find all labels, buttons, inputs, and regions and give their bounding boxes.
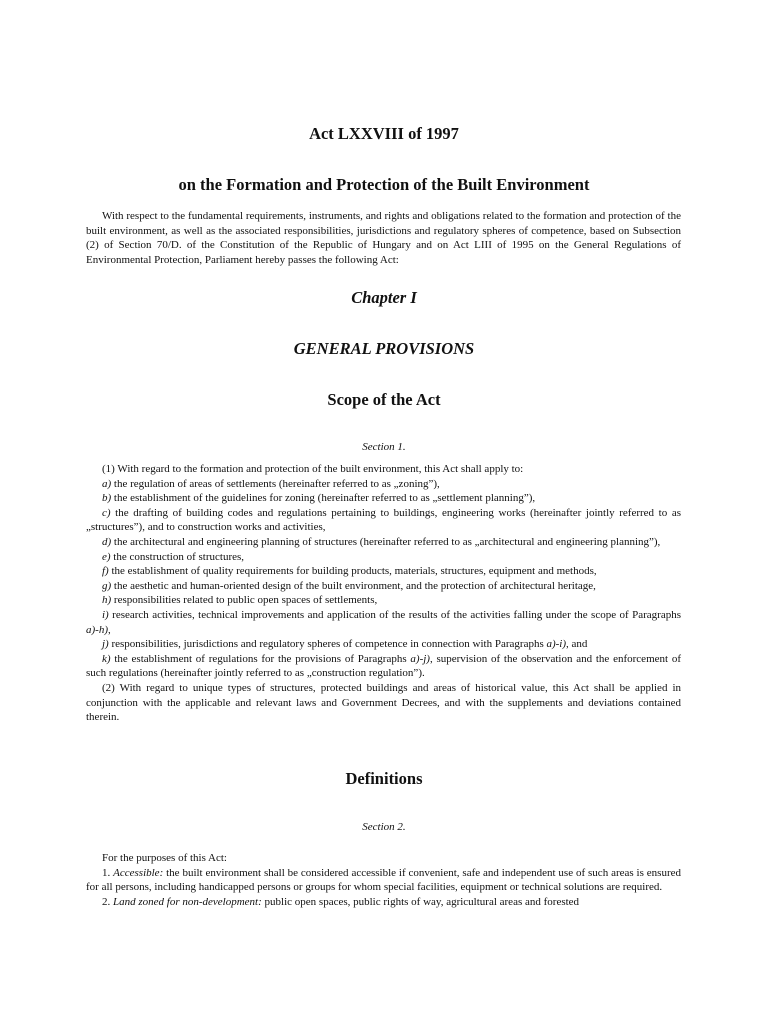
list-item: f) the establishment of quality requirements for building products, materials, structures, equipment and methods, [102,565,597,578]
list-item: k) the establishment of regulations for the provisions of Paragraphs a)-j), supervision of the observation and the enforcement of such regulations (hereinafter jointly referred to as „construction regulation”). [86,652,681,680]
section-1-body [86,462,681,725]
section-2-body [86,851,681,909]
paragraph: (1) With regard to the formation and protection of the built environment, this Act shall apply to: [102,463,524,475]
list-item: c) the drafting of building codes and regulations pertaining to buildings, engineering works (hereinafter jointly referred to as „structures”), and to construction works and activities, [86,506,681,534]
section-1-label: Section 1. [362,441,406,453]
list-item: i) research activities, technical improvements and application of the results of the activities falling under the scope of Paragraphs a)-h), [86,608,681,636]
definition-item: 2. Land zoned for non-development: public open spaces, public rights of way, agricultural areas and forested [102,895,580,908]
paragraph: (2) With regard to unique types of structures, protected buildings and areas of historical value, this Act shall be applied in conjunction with the applicable and relevant laws and Government Decrees, and with the supplements and deviations contained therein. [86,681,681,724]
list-item: j) responsibilities, jurisdictions and regulatory spheres of competence in connection with Paragraphs a)-i), and [102,638,588,651]
act-title: Act LXXVIII of 1997 [309,124,459,143]
preamble [86,209,681,267]
scope-heading: Scope of the Act [327,390,441,409]
chapter-title: GENERAL PROVISIONS [293,339,475,358]
definition-item: 1. Accessible: the built environment shall be considered accessible if convenient, safe and independent use of such areas is ensured for all persons, including handicapped persons or groups for whom special facilities, equipment or technical solutions are required. [86,866,681,894]
preamble-text: With respect to the fundamental requirements, instruments, and rights and obligations related to the formation and protection of the built environment, as well as the associated responsibilities, jurisdictions and regulatory spheres of competence, based on Subsection (2) of Section 70/D. of the Constitution of the Republic of Hungary and on Act LIII of 1995 on the General Regulations of Environmental Protection, Parliament hereby passes the following Act: [86,210,681,266]
list-item: d) the architectural and engineering planning of structures (hereinafter referred to as „architectural and engineering planning”), [102,535,661,548]
list-item: b) the establishment of the guidelines for zoning (hereinafter referred to as „settlement planning”), [102,492,536,505]
list-item: e) the construction of structures, [102,550,245,563]
list-item: g) the aesthetic and human-oriented design of the built environment, and the protection of architectural heritage, [102,579,596,592]
chapter-heading: Chapter I [351,288,417,307]
paragraph: For the purposes of this Act: [102,852,227,864]
section-2-label: Section 2. [362,821,406,833]
definitions-heading: Definitions [345,769,423,788]
list-item: a) the regulation of areas of settlements (hereinafter referred to as „zoning”), [102,477,440,490]
act-subtitle: on the Formation and Protection of the Built Environment [178,175,590,194]
list-item: h) responsibilities related to public open spaces of settlements, [102,594,378,607]
